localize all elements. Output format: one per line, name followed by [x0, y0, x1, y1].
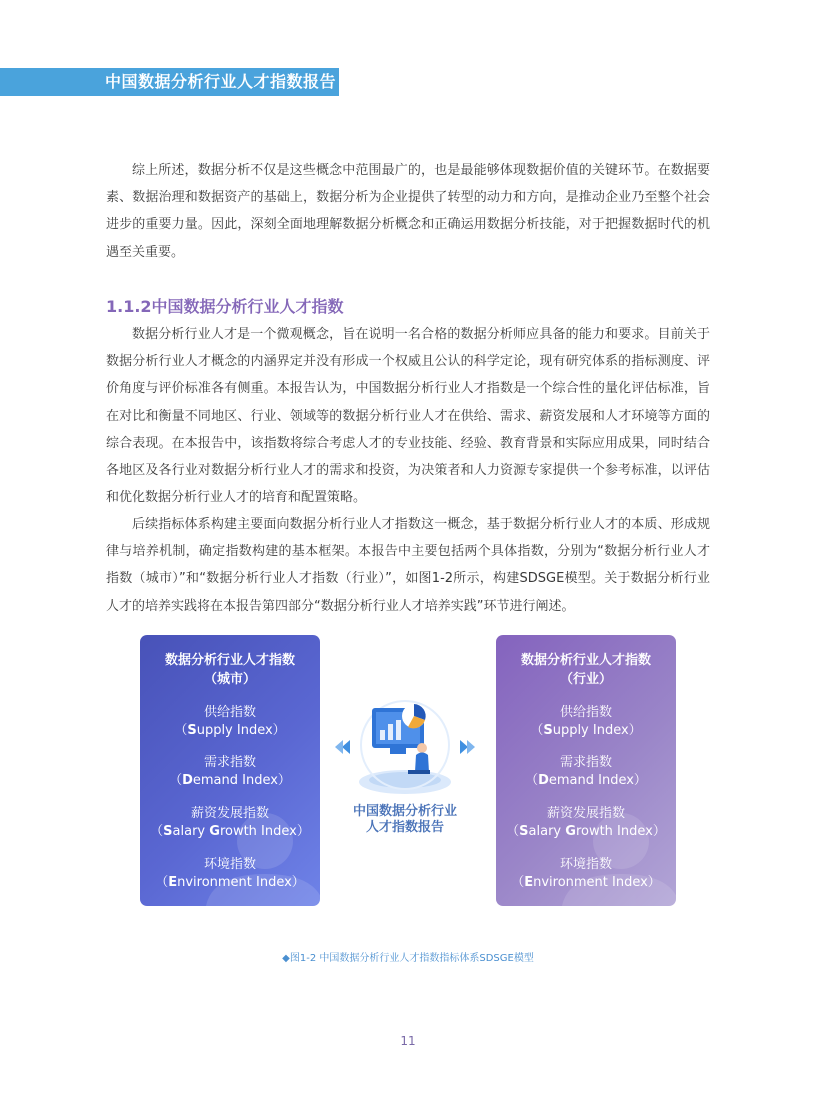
center-report-title: 中国数据分析行业 人才指数报告	[352, 804, 457, 835]
left-arrows-icon	[335, 740, 350, 754]
figure-caption: ◆图1-2 中国数据分析行业人才指数指标体系SDSGE模型	[282, 953, 534, 964]
index-card-city	[140, 635, 320, 906]
card-title: 数据分析行业人才指数 （城市）	[164, 653, 295, 687]
right-arrows-icon	[460, 740, 475, 754]
paragraph-3: 后续指标体系构建主要面向数据分析行业人才指数这一概念，基于数据分析行业人才的本质、形成规律与培养机制，确定指数构建的基本框架。本报告中主要包括两个具体指数，分别为“数据分析行业人才指数（城市）”和“数据分析行业人才指数（行业）”，如图1-2所示，构建SDSGE模型。关于数据分析行业人才的培养实践将在本报告第四部分“数据分析行业人才培养实践”环节进行阐述。	[106, 517, 710, 614]
report-illustration	[330, 690, 480, 800]
card-item-salary: 薪资发展指数 （Salary Growth Index）	[506, 806, 666, 839]
card-item-salary: 薪资发展指数 （Salary Growth Index）	[150, 806, 310, 839]
card-item-supply: 供给指数 （Supply Index）	[174, 705, 286, 738]
index-card-industry	[496, 635, 676, 906]
card-item-demand: 需求指数 （Demand Index）	[525, 755, 647, 788]
card-title: 数据分析行业人才指数 （行业）	[520, 653, 651, 687]
paragraph-1: 综上所述，数据分析不仅是这些概念中范围最广的，也是最能够体现数据价值的关键环节。在数据要素、数据治理和数据资产的基础上，数据分析为企业提供了转型的动力和方向，是推动企业乃至整个社会进步的重要力量。因此，深刻全面地理解数据分析概念和正确运用数据分析技能，对于把握数据时代的机遇至关重要。	[106, 163, 710, 260]
page-number: 11	[400, 1034, 416, 1048]
card-item-environment: 环境指数 （Environment Index）	[155, 857, 305, 890]
section-title: 1.1.2中国数据分析行业人才指数	[106, 297, 344, 316]
card-item-supply: 供给指数 （Supply Index）	[530, 705, 642, 738]
card-item-environment: 环境指数 （Environment Index）	[511, 857, 661, 890]
card-item-demand: 需求指数 （Demand Index）	[169, 755, 291, 788]
paragraph-2: 数据分析行业人才是一个微观概念，旨在说明一名合格的数据分析师应具备的能力和要求。目前关于数据分析行业人才概念的内涵界定并没有形成一个权威且公认的科学定论，现有研究体系的指标测度、评价角度与评价标准各有侧重。本报告认为，中国数据分析行业人才指数是一个综合性的量化评估标准，旨在对比和衡量不同地区、行业、领域等的数据分析行业人才在供给、需求、薪资发展和人才环境等方面的综合表现。在本报告中，该指数将综合考虑人才的专业技能、经验、教育背景和实际应用成果，同时结合各地区及各行业对数据分析行业人才的需求和投资，为决策者和人力资源专家提供一个参考标准，以评估和优化数据分析行业人才的培育和配置策略。	[106, 327, 710, 506]
header-title: 中国数据分析行业人才指数报告	[105, 72, 337, 91]
